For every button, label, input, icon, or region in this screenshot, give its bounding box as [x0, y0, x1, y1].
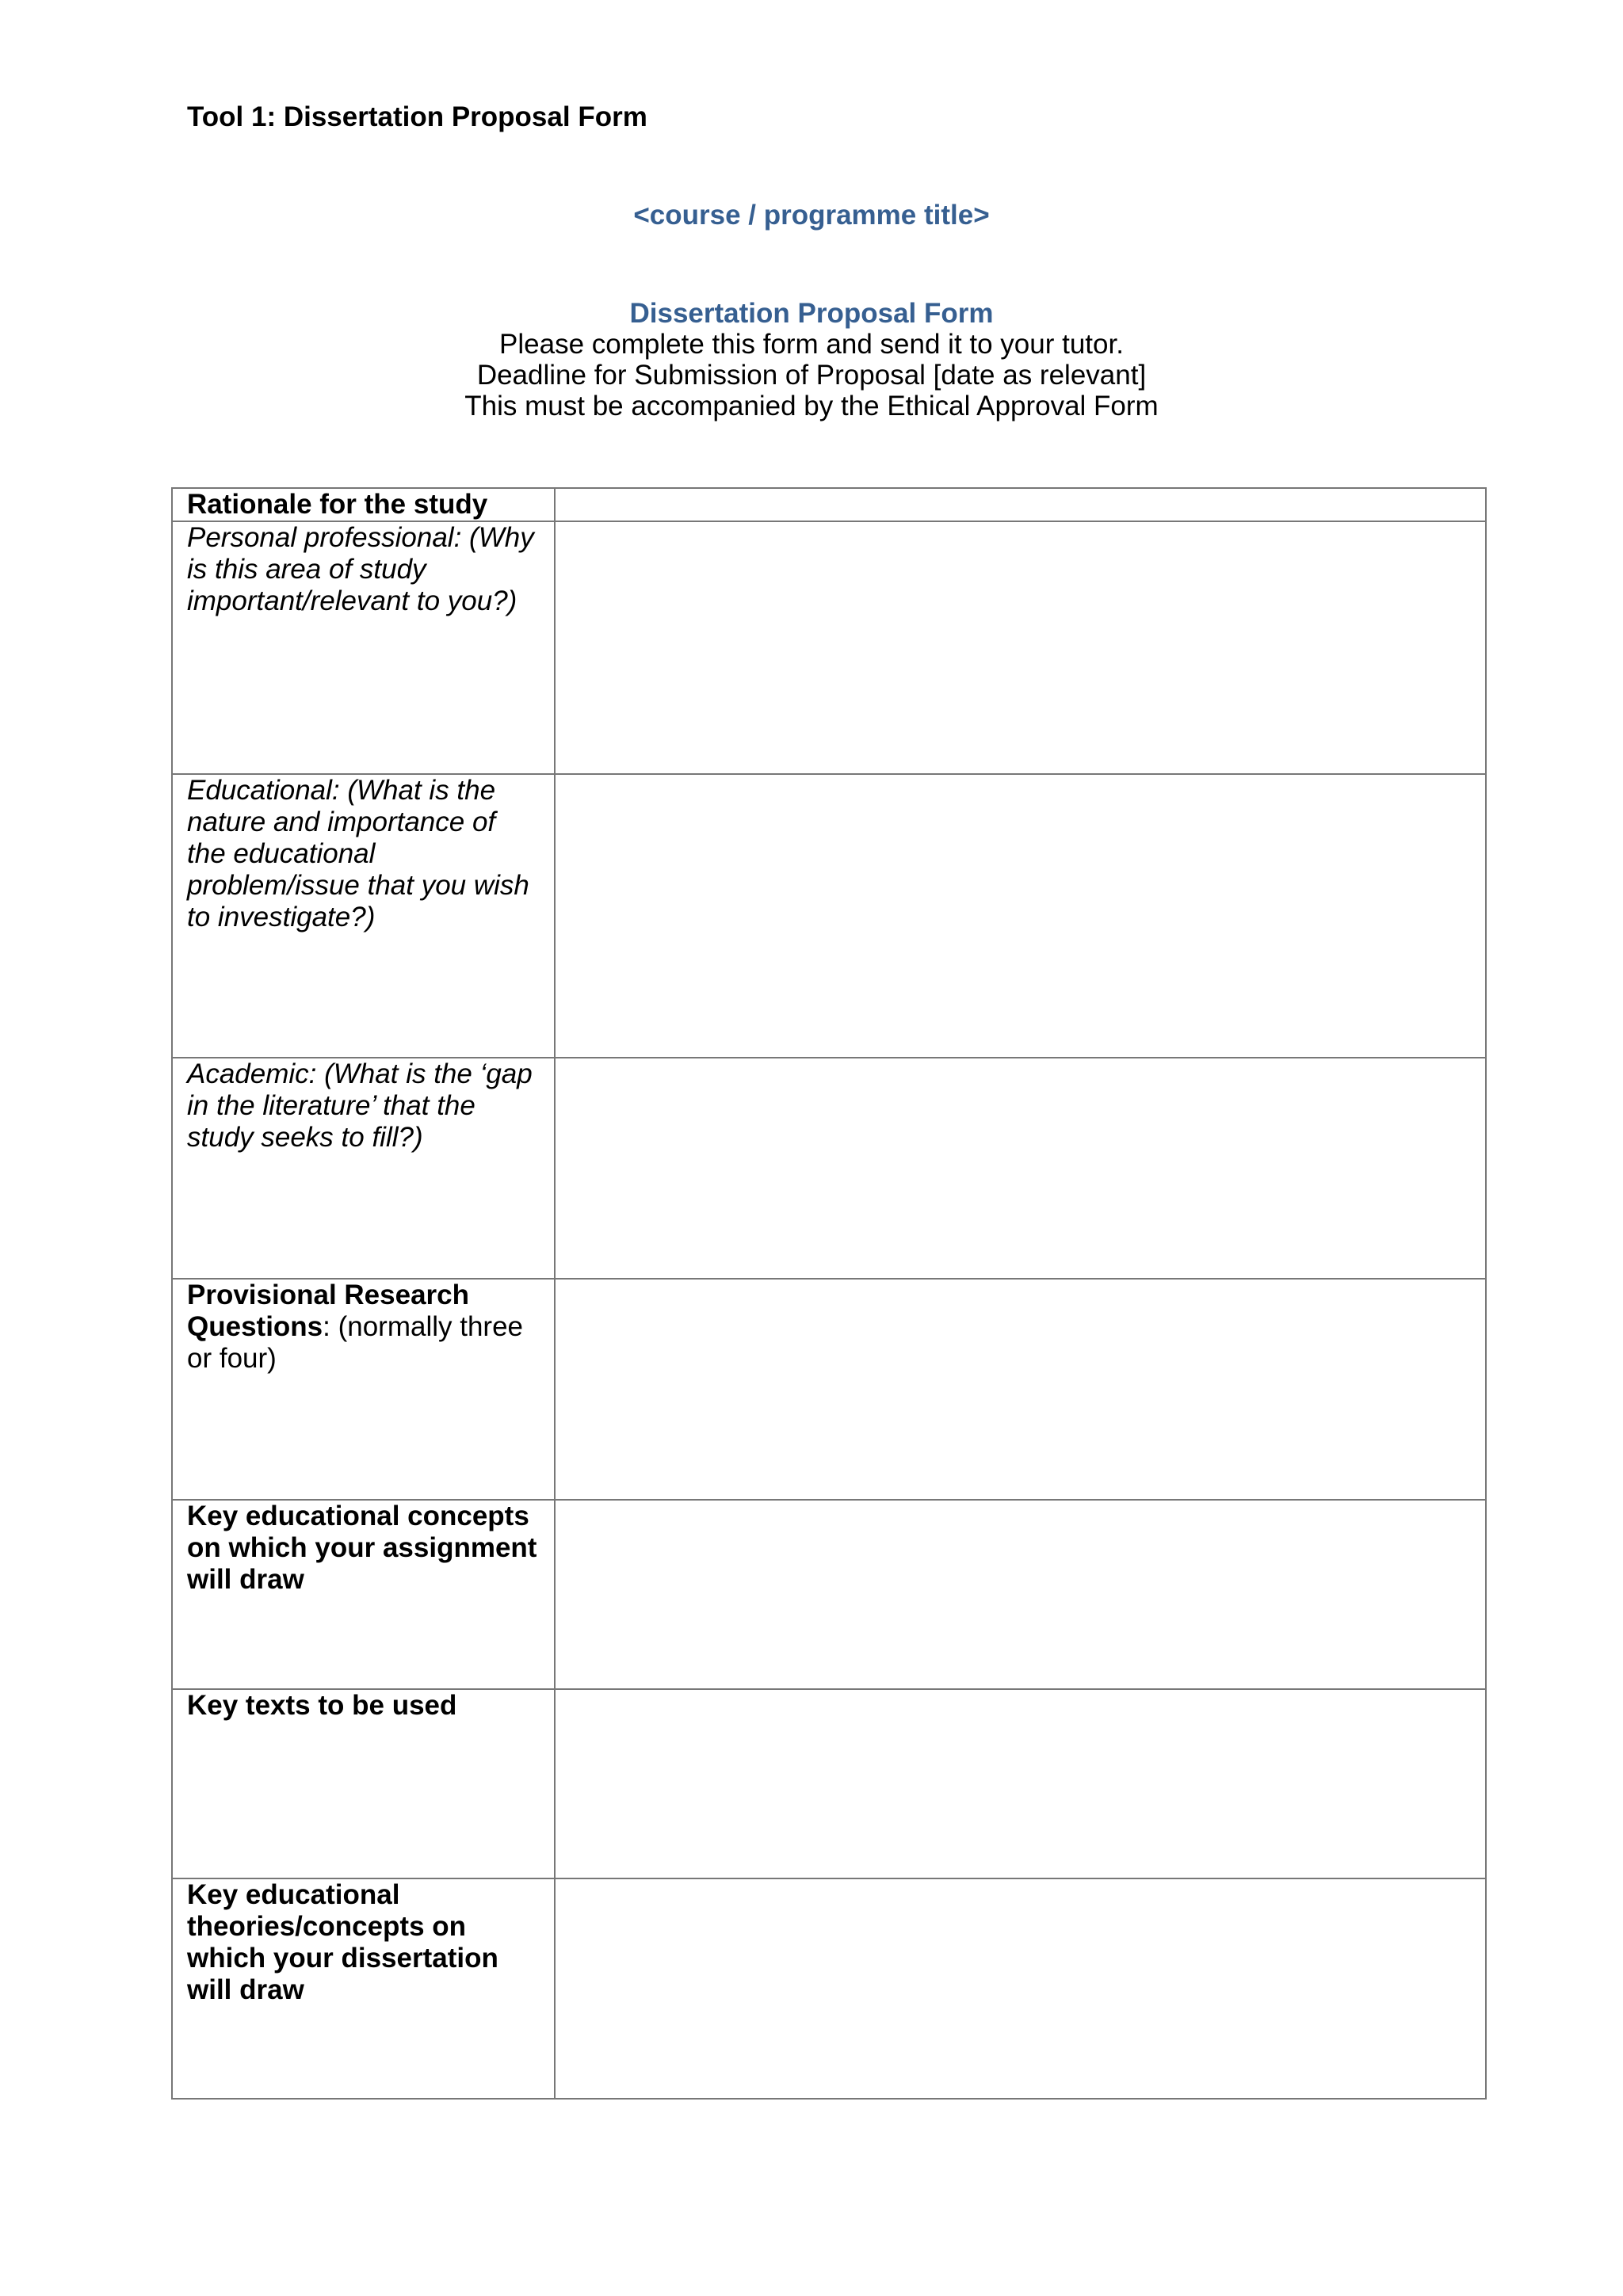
key-texts-answer[interactable] [555, 1689, 1486, 1878]
personal-professional-label: Personal professional: (Why is this area of study important/relevant to you?) [172, 521, 555, 774]
course-title: <course / programme title> [633, 200, 990, 231]
research-questions-label [172, 1279, 555, 1500]
personal-professional-answer[interactable] [555, 521, 1486, 774]
key-theories-answer[interactable] [555, 1878, 1486, 2099]
educational-answer[interactable] [555, 774, 1486, 1058]
table-row [172, 521, 1486, 774]
rationale-answer-cell[interactable] [555, 488, 1486, 521]
key-concepts-label: Key educational concepts on which your assignment will draw [172, 1500, 555, 1689]
research-questions-answer[interactable] [555, 1279, 1486, 1500]
table-row [172, 1500, 1486, 1689]
key-texts-label: Key texts to be used [172, 1689, 555, 1878]
educational-label: Educational: (What is the nature and importance of the educational problem/issue that you wish to investigate?) [172, 774, 555, 1058]
rationale-header-cell: Rationale for the study [172, 488, 555, 521]
key-concepts-answer[interactable] [555, 1500, 1486, 1689]
tool-heading: Tool 1: Dissertation Proposal Form [187, 101, 647, 132]
table-row [172, 774, 1486, 1058]
form-title: Dissertation Proposal Form [629, 298, 994, 329]
research-questions-label-bold: Provisional Research Questions [187, 1280, 469, 1342]
table-row [172, 1058, 1486, 1279]
table-row [172, 1878, 1486, 2099]
form-header [0, 298, 1623, 421]
key-theories-label: Key educational theories/concepts on which your dissertation will draw [172, 1878, 555, 2099]
ethical-approval-line: This must be accompanied by the Ethical Approval Form [464, 391, 1159, 421]
table-row [172, 1279, 1486, 1500]
academic-answer[interactable] [555, 1058, 1486, 1279]
proposal-table [171, 487, 1487, 2100]
academic-label: Academic: (What is the ‘gap in the literature’ that the study seeks to fill?) [172, 1058, 555, 1279]
research-questions-label-rest: : (normally three or four) [187, 1311, 524, 1374]
deadline-line: Deadline for Submission of Proposal [date as relevant] [476, 360, 1147, 391]
table-row [172, 488, 1486, 521]
table-row [172, 1689, 1486, 1878]
instruction-line: Please complete this form and send it to your tutor. [499, 329, 1124, 360]
